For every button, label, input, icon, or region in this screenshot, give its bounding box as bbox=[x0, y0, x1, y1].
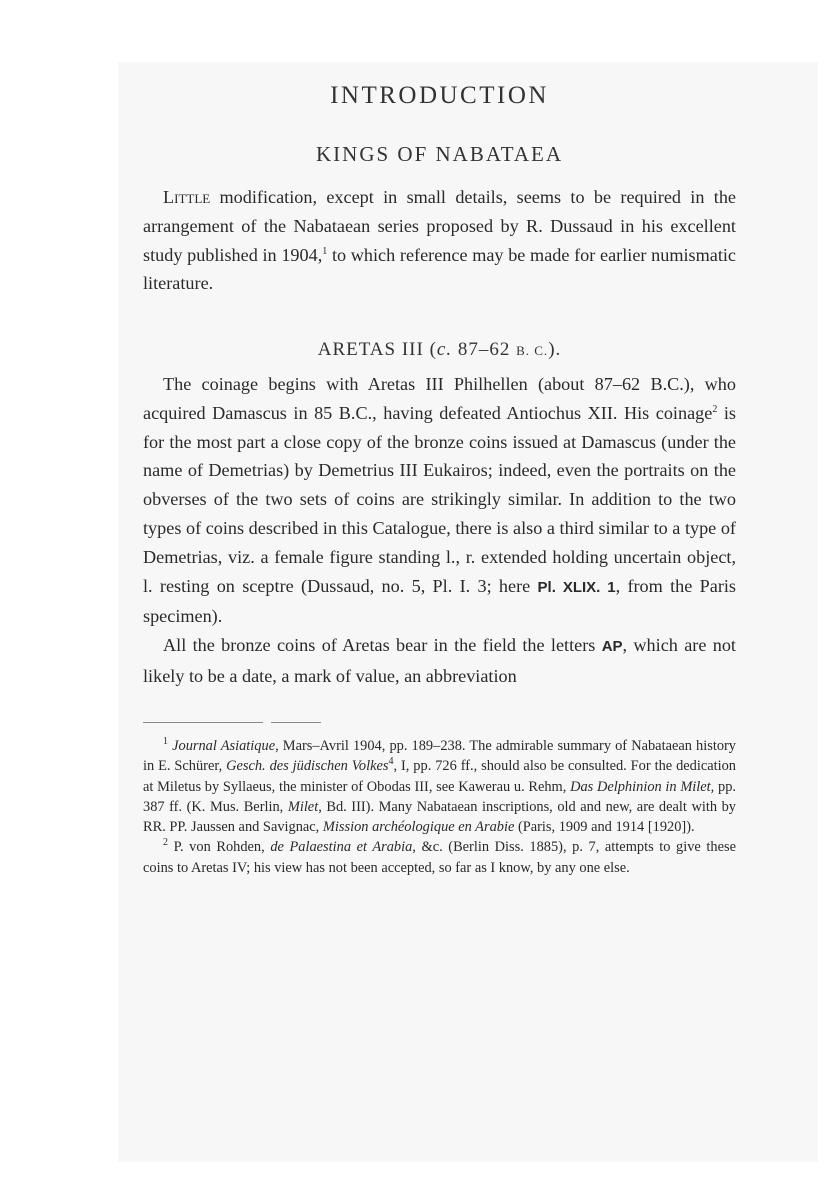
heading-bc: B. C. bbox=[516, 343, 549, 358]
footnote-number: 1 bbox=[163, 736, 168, 748]
paragraph-text: , from the Paris specimen). bbox=[143, 575, 737, 627]
heading-close: ). bbox=[548, 339, 562, 360]
footnote-divider bbox=[143, 722, 263, 723]
citation-title: de Palaestina et Arabia, bbox=[270, 839, 416, 856]
heading-dates: 87–62 bbox=[452, 339, 517, 360]
citation-title: Gesch. des jüdischen Volkes bbox=[226, 758, 389, 775]
paragraph-text: modification, except in small details, seems to be required in the arrangement of the Nabataean series proposed by R. Dussaud in his excellent study published in 1904, bbox=[143, 187, 736, 265]
heading-text: ARETAS III ( bbox=[317, 339, 437, 360]
paragraph-text: , which are not likely to be a date, a mark of value, an abbreviation bbox=[143, 635, 736, 686]
era-label: B.C. bbox=[338, 402, 373, 423]
lead-word: Little bbox=[163, 187, 211, 207]
era-label: B.C. bbox=[650, 374, 684, 394]
paragraph-text: The coinage begins with Aretas III Philhellen (about 87–62 bbox=[163, 374, 651, 394]
citation-title: Das Delphinion in Milet, bbox=[570, 778, 715, 795]
edition-number: 4 bbox=[388, 756, 394, 768]
page-title: INTRODUCTION bbox=[330, 82, 549, 109]
subsection-title bbox=[143, 339, 736, 361]
plate-reference: Pl. XLIX. 1 bbox=[537, 578, 616, 596]
footnote-text: &c. (Berlin Diss. 1885), p. 7, attempts to give these coins to Aretas IV; his view has not been accepted, so far as I know, by any one else. bbox=[143, 839, 736, 876]
footnote-text: , I, pp. 726 ff., should also be consulted. For the dedication at Miletus by Syllaeus, the minister of Obodas III, see Kawerau u. Rehm, bbox=[143, 758, 737, 795]
paragraph-text: , having defeated Antiochus XII. His coinage bbox=[372, 402, 713, 423]
heading-circa: c. bbox=[436, 339, 453, 360]
footnote-text: (Paris, 1909 and 1914 [1920]). bbox=[514, 819, 695, 836]
footnote-number: 2 bbox=[163, 837, 168, 849]
footnote-2 bbox=[143, 837, 736, 878]
paragraph-text: ), who acquired Damascus in 85 bbox=[143, 374, 736, 423]
footnote-1 bbox=[143, 736, 736, 837]
paragraph-text: is for the most part a close copy of the bronze coins issued at Damascus (under the name of Demetrias) by Demetrius III Eukairos; indeed, even the portraits on the obverses of the two sets of coins are strikingly similar. In addition to the two types of coins described in this Catalogue, there is also a third similar to a type of Demetrias, viz. a female figure standing l., r. extended holding uncertain object, l. resting on sceptre (Dussaud, no. 5, Pl. I. 3; here bbox=[143, 402, 736, 596]
footnotes bbox=[143, 736, 736, 878]
paragraph-text: All the bronze coins of Aretas bear in the field the letters bbox=[163, 635, 602, 656]
paragraph-text: to which reference may be made for earlier numismatic literature. bbox=[143, 244, 736, 294]
footnote-ref-2[interactable]: 2 bbox=[712, 403, 718, 415]
footnote-text: P. von Rohden, bbox=[168, 839, 271, 856]
footnote-text: Bd. III). Many Nabataean inscriptions, old and new, are dealt with by RR. PP. Jaussen and Savignac, bbox=[143, 798, 736, 836]
greek-letters: AP bbox=[601, 638, 623, 656]
paragraph-aretas bbox=[143, 370, 736, 691]
footnote-ref-1[interactable]: 1 bbox=[322, 245, 328, 257]
citation-title: Milet, bbox=[287, 798, 322, 815]
citation-title: Mission archéologique en Arabie bbox=[322, 819, 515, 836]
citation-title: Journal Asiatique, bbox=[172, 738, 279, 754]
section-title: KINGS OF NABATAEA bbox=[316, 142, 563, 166]
footnote-text: pp. 387 ff. (K. Mus. Berlin, bbox=[143, 778, 736, 815]
footnote-divider bbox=[271, 722, 321, 723]
paragraph-intro bbox=[143, 183, 736, 298]
footnote-text: Mars–Avril 1904, pp. 189–238. The admirable summary of Nabataean history in E. Schürer, bbox=[143, 738, 736, 775]
